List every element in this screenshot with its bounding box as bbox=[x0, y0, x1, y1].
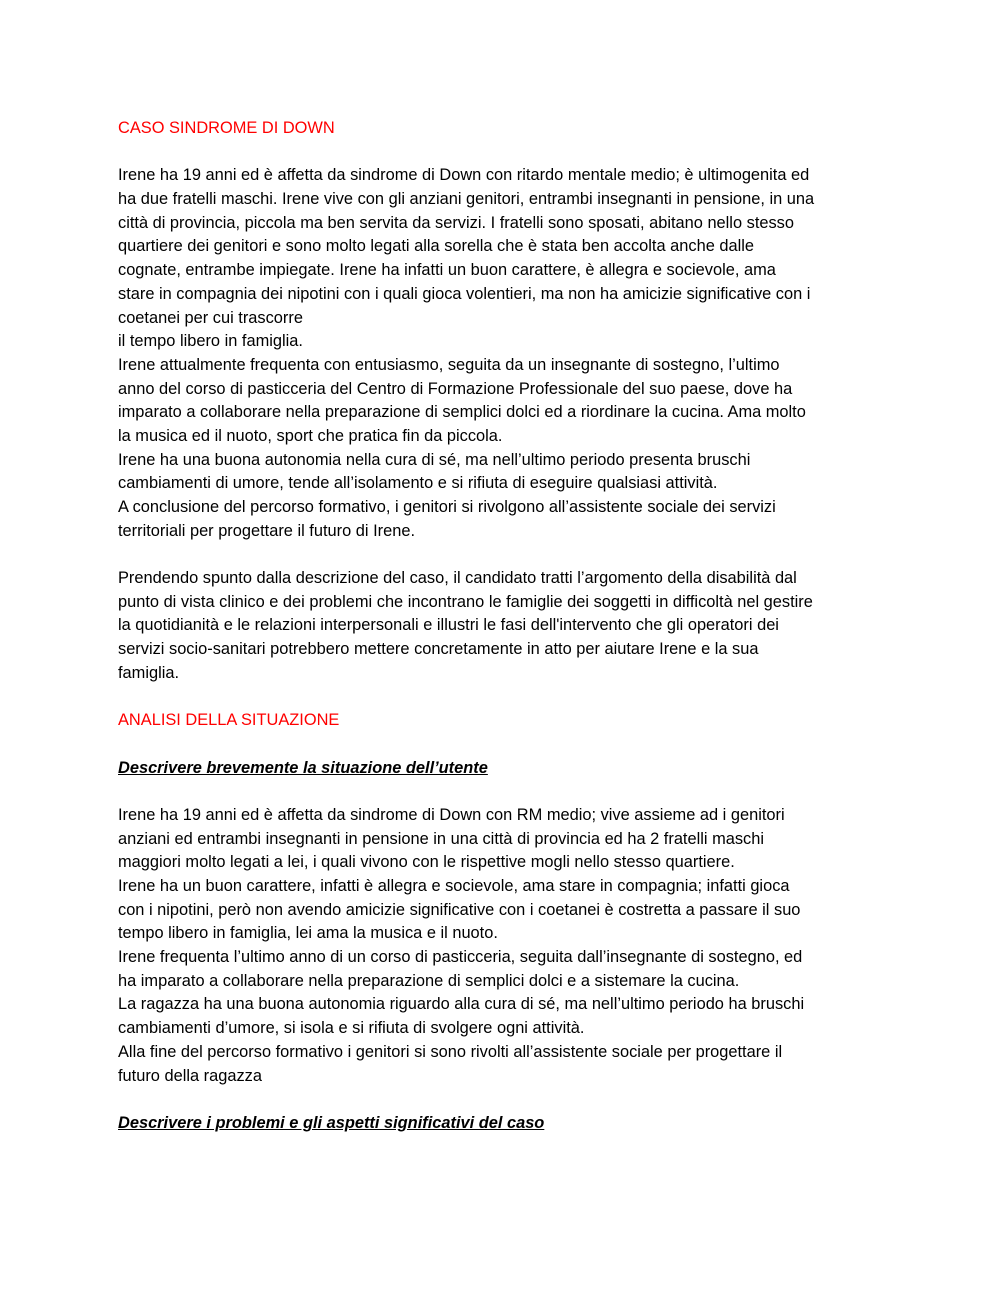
analysis-paragraph bbox=[118, 804, 888, 1088]
paragraph-line: punto di vista clinico e dei problemi che incontrano le famiglie dei soggetti in difficoltà nel gestire bbox=[118, 592, 813, 611]
analysis-heading: ANALISI DELLA SITUAZIONE bbox=[118, 711, 340, 730]
paragraph-line: cambiamenti d’umore, si isola e si rifiuta di svolgere ogni attività. bbox=[118, 1019, 585, 1038]
paragraph-line: cognate, entrambe impiegate. Irene ha infatti un buon carattere, è allegra e socievole, ama bbox=[118, 261, 776, 280]
paragraph-line: il tempo libero in famiglia. bbox=[118, 332, 303, 351]
paragraph-line: Irene ha 19 anni ed è affetta da sindrome di Down con RM medio; vive assieme ad i genitori bbox=[118, 805, 785, 824]
spacer bbox=[118, 686, 888, 710]
paragraph-line: Irene attualmente frequenta con entusiasmo, seguita da un insegnante di sostegno, l’ultimo bbox=[118, 355, 780, 374]
paragraph-line: quartiere dei genitori e sono molto legati alla sorella che è stata ben accolta anche dalle bbox=[118, 237, 754, 256]
paragraph-line: Prendendo spunto dalla descrizione del caso, il candidato tratti l’argomento della disabilità dal bbox=[118, 569, 797, 588]
subheading-user-situation: Descrivere brevemente la situazione dell’utente bbox=[118, 758, 488, 777]
paragraph-line: cambiamenti di umore, tende all’isolamento e si rifiuta di eseguire qualsiasi attività. bbox=[118, 474, 718, 493]
paragraph-line: anziani ed entrambi insegnanti in pensione in una città di provincia ed ha 2 fratelli maschi bbox=[118, 829, 764, 848]
document-title: CASO SINDROME DI DOWN bbox=[118, 119, 335, 137]
paragraph-line: futuro della ragazza bbox=[118, 1066, 262, 1085]
paragraph-line: con i nipotini, però non avendo amicizie significative con i coetanei è costretta a passare il suo bbox=[118, 900, 801, 919]
subheading-problems: Descrivere i problemi e gli aspetti significativi del caso bbox=[118, 1113, 545, 1132]
paragraph-line: Irene ha una buona autonomia nella cura di sé, ma nell’ultimo periodo presenta bruschi bbox=[118, 450, 751, 469]
paragraph-line: La ragazza ha una buona autonomia riguardo alla cura di sé, ma nell’ultimo periodo ha bruschi bbox=[118, 995, 805, 1014]
spacer bbox=[118, 141, 888, 165]
paragraph-line: ha due fratelli maschi. Irene vive con gli anziani genitori, entrambi insegnanti in pensione, in una bbox=[118, 190, 815, 209]
spacer bbox=[118, 780, 888, 804]
paragraph-line: imparato a collaborare nella preparazione di semplici dolci ed a riordinare la cucina. Ama molto bbox=[118, 403, 806, 422]
paragraph-line: ha imparato a collaborare nella preparazione di semplici dolci e a sistemare la cucina. bbox=[118, 971, 740, 990]
document-page bbox=[118, 117, 888, 1136]
paragraph-line: famiglia. bbox=[118, 663, 180, 682]
task-paragraph bbox=[118, 567, 888, 685]
paragraph-line: città di provincia, piccola ma ben servita da servizi. I fratelli sono sposati, abitano nello stesso bbox=[118, 213, 794, 232]
paragraph-line: la musica ed il nuoto, sport che pratica fin da piccola. bbox=[118, 426, 503, 445]
spacer bbox=[118, 733, 888, 757]
paragraph-line: coetanei per cui trascorre bbox=[118, 308, 303, 327]
spacer bbox=[118, 543, 888, 567]
paragraph-line: Irene ha un buon carattere, infatti è allegra e socievole, ama stare in compagnia; infatti gioca bbox=[118, 877, 790, 895]
paragraph-line: la quotidianità e le relazioni interpersonali e illustri le fasi dell'intervento che gli operatori dei bbox=[118, 616, 779, 635]
paragraph-line: Irene frequenta l’ultimo anno di un corso di pasticceria, seguita dall’insegnante di sostegno, ed bbox=[118, 948, 803, 967]
paragraph-line: stare in compagnia dei nipotini con i quali gioca volentieri, ma non ha amicizie significative con i bbox=[118, 284, 811, 303]
paragraph-line: Irene ha 19 anni ed è affetta da sindrome di Down con ritardo mentale medio; è ultimogenita ed bbox=[118, 166, 810, 185]
paragraph-line: maggiori molto legati a lei, i quali vivono con le rispettive mogli nello stesso quartiere. bbox=[118, 853, 735, 872]
paragraph-line: anno del corso di pasticceria del Centro di Formazione Professionale del suo paese, dove ha bbox=[118, 379, 793, 398]
paragraph-line: servizi socio-sanitari potrebbero mettere concretamente in atto per aiutare Irene e la sua bbox=[118, 640, 759, 659]
paragraph-line: Alla fine del percorso formativo i genitori si sono rivolti all’assistente sociale per progettare il bbox=[118, 1042, 783, 1061]
paragraph-line: territoriali per progettare il futuro di Irene. bbox=[118, 521, 415, 540]
paragraph-line: A conclusione del percorso formativo, i genitori si rivolgono all’assistente sociale dei servizi bbox=[118, 498, 776, 516]
case-description-paragraph bbox=[118, 164, 888, 543]
paragraph-line: tempo libero in famiglia, lei ama la musica e il nuoto. bbox=[118, 924, 498, 943]
spacer bbox=[118, 1088, 888, 1112]
